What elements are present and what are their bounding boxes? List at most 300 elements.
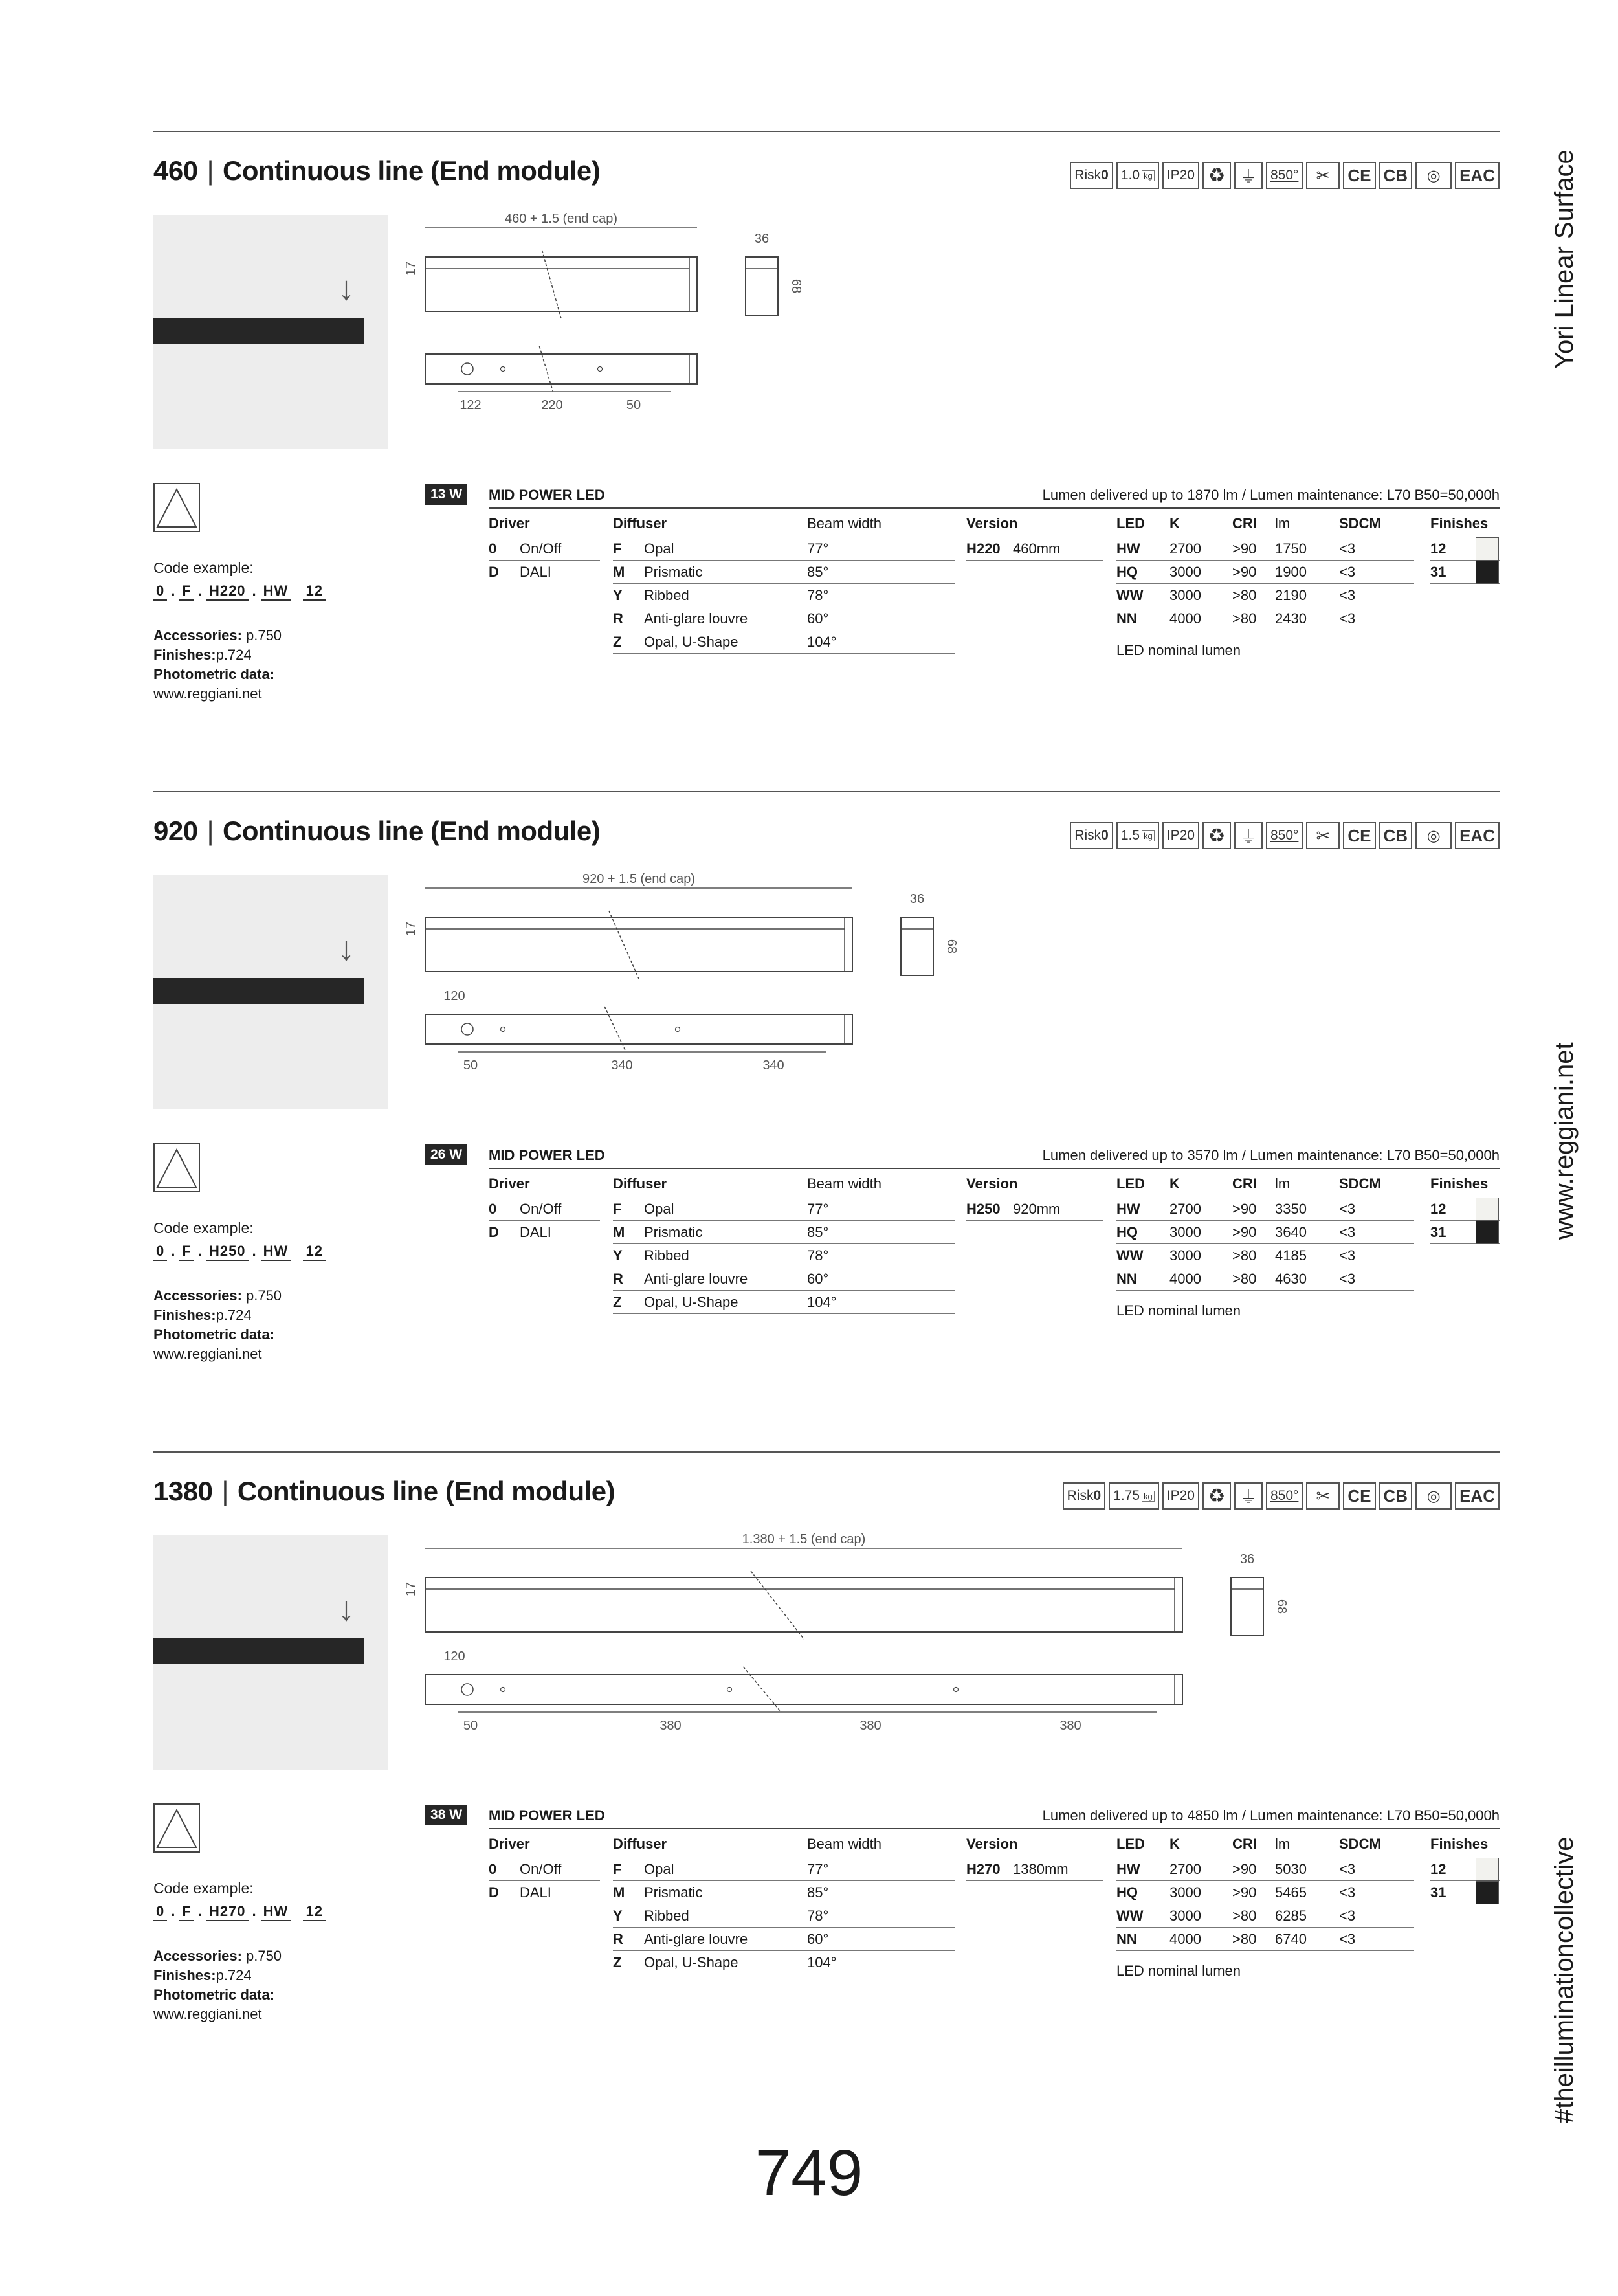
dimension-bottom-0: 50	[463, 1058, 478, 1073]
diffuser-row	[613, 584, 955, 607]
dimension-width: 36	[909, 892, 925, 906]
diffuser-code: M	[613, 1884, 625, 1900]
section-title	[153, 155, 600, 186]
dimension-end-offset: 120	[443, 989, 465, 1003]
driver-code: D	[489, 1224, 499, 1240]
installation-triangle-icon	[153, 1143, 200, 1192]
version-row	[966, 1858, 1103, 1881]
title-separator: |	[221, 1476, 228, 1506]
led-k: 4000	[1169, 1271, 1201, 1287]
finishes-page: p.724	[216, 647, 252, 663]
driver-row	[489, 537, 600, 561]
led-cri: >90	[1232, 1224, 1257, 1240]
column-header-finishes: Finishes	[1430, 1176, 1489, 1192]
spec-table	[425, 1144, 1500, 1339]
led-lm: 1900	[1275, 564, 1307, 580]
led-type: MID POWER LED	[489, 1147, 605, 1163]
diffuser-row	[613, 1291, 955, 1314]
led-cri: >80	[1232, 1247, 1257, 1264]
risk-label: Risk	[1074, 828, 1102, 843]
beam-width: 77°	[807, 541, 829, 557]
diffuser-code: R	[613, 1271, 623, 1287]
weight-badge	[1109, 1482, 1159, 1510]
weight-icon: kg	[1142, 830, 1155, 841]
spec-table	[425, 484, 1500, 678]
driver-row	[489, 561, 600, 584]
version-code: H270	[966, 1861, 1001, 1877]
driver-name: On/Off	[520, 1201, 562, 1217]
driver-row	[489, 1881, 600, 1904]
led-lm: 3640	[1275, 1224, 1307, 1240]
column-header-sdcm: SDCM	[1339, 515, 1381, 531]
diffuser-name: Prismatic	[644, 1224, 703, 1240]
side-view-body	[425, 1577, 1182, 1632]
led-k: 2700	[1169, 1201, 1201, 1217]
accessories-label: Accessories:	[153, 1287, 242, 1304]
led-lm: 5465	[1275, 1884, 1307, 1900]
break-line-top	[539, 346, 553, 392]
led-code: HQ	[1116, 1224, 1138, 1240]
version-code: H220	[966, 541, 1001, 557]
diffuser-code: M	[613, 1224, 625, 1240]
weight-value: 1.75	[1113, 1488, 1140, 1503]
code-part: 12	[303, 583, 325, 601]
led-lm: 2190	[1275, 587, 1307, 603]
beam-width: 104°	[807, 1294, 837, 1310]
finishes-label: Finishes:	[153, 1307, 216, 1323]
website-link[interactable]: www.reggiani.net	[153, 2006, 262, 2022]
led-type: MID POWER LED	[489, 1807, 605, 1823]
finish-swatch	[1476, 1221, 1499, 1244]
recycle-icon: ♻	[1202, 822, 1231, 849]
cable-entry-icon	[461, 1684, 473, 1695]
diffuser-row	[613, 1904, 955, 1928]
led-k: 2700	[1169, 541, 1201, 557]
code-part: H250	[206, 1243, 249, 1261]
technical-drawing	[404, 208, 1228, 422]
beam-width: 85°	[807, 564, 829, 580]
finishes-label: Finishes:	[153, 647, 216, 663]
column-header-sdcm: SDCM	[1339, 1836, 1381, 1852]
risk-badge	[1063, 1482, 1106, 1510]
risk-value: 0	[1101, 828, 1109, 843]
column-header-diffuser: Diffuser	[613, 1836, 667, 1852]
diffuser-row	[613, 1221, 955, 1244]
led-code: NN	[1116, 1271, 1137, 1287]
led-code: WW	[1116, 1908, 1144, 1924]
finish-code: 31	[1430, 1224, 1446, 1240]
led-sdcm: <3	[1339, 1271, 1356, 1287]
led-code: HW	[1116, 1201, 1140, 1217]
column-header-sdcm: SDCM	[1339, 1176, 1381, 1192]
diffuser-row	[613, 1198, 955, 1221]
dimension-bottom-2: 380	[859, 1719, 881, 1733]
cb-mark: CB	[1379, 1482, 1413, 1510]
finish-swatch	[1476, 1858, 1499, 1881]
diffuser-code: Y	[613, 587, 623, 603]
dimension-height: 68	[789, 278, 803, 294]
led-row	[1116, 1881, 1414, 1904]
driver-code: D	[489, 564, 499, 580]
diffuser-row	[613, 1267, 955, 1291]
fixing-hole	[727, 1688, 732, 1692]
led-k: 4000	[1169, 1931, 1201, 1947]
beam-width: 78°	[807, 1908, 829, 1924]
cb-mark: CB	[1379, 822, 1413, 849]
diffuser-code: F	[613, 541, 622, 557]
dimension-bottom-1: 380	[659, 1719, 682, 1733]
risk-badge	[1070, 162, 1113, 189]
fixing-hole	[501, 1027, 505, 1032]
led-lm: 6740	[1275, 1931, 1307, 1947]
beam-width: 78°	[807, 1247, 829, 1264]
cable-entry-icon	[461, 363, 473, 375]
side-label-top: Yori Linear Surface	[1550, 150, 1579, 369]
eac-mark: EAC	[1455, 162, 1500, 189]
earth-ground-icon: ⏚	[1234, 822, 1263, 849]
led-lm: 6285	[1275, 1908, 1307, 1924]
led-code: NN	[1116, 1931, 1137, 1947]
driver-name: On/Off	[520, 541, 562, 557]
beam-width: 104°	[807, 1954, 837, 1970]
eac-mark: EAC	[1455, 1482, 1500, 1510]
column-header-driver: Driver	[489, 1836, 530, 1852]
top-view-body	[425, 354, 697, 384]
ip-badge: IP20	[1162, 162, 1199, 189]
led-sdcm: <3	[1339, 564, 1356, 580]
risk-label: Risk	[1074, 168, 1102, 183]
finish-code: 31	[1430, 564, 1446, 580]
column-header-led: LED	[1116, 1176, 1145, 1192]
led-k: 3000	[1169, 1908, 1201, 1924]
column-header-driver: Driver	[489, 1176, 530, 1192]
led-code: HW	[1116, 1861, 1140, 1877]
dimension-bottom-1: 340	[611, 1058, 633, 1073]
finish-swatch	[1476, 537, 1499, 561]
finish-row[interactable]	[1430, 1881, 1500, 1904]
break-line	[751, 1571, 804, 1639]
diffuser-row	[613, 1928, 955, 1951]
column-header-cri: CRI	[1232, 515, 1257, 531]
ce-mark: CE	[1343, 1482, 1375, 1510]
led-cri: >90	[1232, 1884, 1257, 1900]
code-dot: .	[171, 1243, 176, 1259]
beam-width: 78°	[807, 587, 829, 603]
lumen-info: Lumen delivered up to 3570 lm / Lumen maintenance: L70 B50=50,000h	[1042, 1147, 1500, 1163]
break-line-top	[743, 1667, 781, 1712]
photometric-label: Photometric data:	[153, 666, 275, 682]
diffuser-code: Y	[613, 1908, 623, 1924]
luminaire-bar	[153, 1638, 364, 1664]
version-length: 920mm	[1013, 1201, 1061, 1217]
diffuser-code: R	[613, 1931, 623, 1947]
accessories-line	[153, 1286, 282, 1306]
diffuser-code: Z	[613, 1954, 622, 1970]
led-k: 3000	[1169, 564, 1201, 580]
code-part: 12	[303, 1903, 325, 1921]
arrow-down-icon: ↓	[338, 1590, 355, 1628]
led-k: 3000	[1169, 1247, 1201, 1264]
diffuser-name: Ribbed	[644, 1908, 689, 1924]
led-row	[1116, 584, 1414, 607]
section-divider	[153, 1451, 1500, 1453]
section-title	[153, 816, 600, 847]
led-cri: >80	[1232, 587, 1257, 603]
finish-swatch	[1476, 1198, 1499, 1221]
dimension-length: 460 + 1.5 (end cap)	[504, 212, 618, 226]
fixing-hole	[954, 1688, 959, 1692]
product-section-1380	[153, 1451, 1500, 2034]
led-row	[1116, 1198, 1414, 1221]
diffuser-code: Y	[613, 1247, 623, 1264]
beam-width: 77°	[807, 1861, 829, 1877]
driver-row	[489, 1858, 600, 1881]
version-row	[966, 1198, 1103, 1221]
arrow-down-icon: ↓	[338, 930, 355, 968]
code-part: 0	[153, 1903, 167, 1921]
beam-width: 85°	[807, 1884, 829, 1900]
led-sdcm: <3	[1339, 1884, 1356, 1900]
led-code: WW	[1116, 1247, 1144, 1264]
code-part: HW	[261, 1243, 291, 1261]
led-sdcm: <3	[1339, 587, 1356, 603]
installation-triangle-icon	[153, 483, 200, 532]
break-line	[609, 911, 639, 979]
code-gap	[294, 1243, 299, 1259]
finish-code: 31	[1430, 1884, 1446, 1900]
side-view-body	[425, 917, 852, 972]
weight-icon: kg	[1142, 170, 1155, 181]
ccc-mark-icon: ◎	[1415, 162, 1452, 189]
weight-badge	[1116, 822, 1159, 849]
driver-code: 0	[489, 1201, 497, 1217]
driver-name: DALI	[520, 564, 551, 580]
column-header-finishes: Finishes	[1430, 515, 1489, 531]
finish-code: 12	[1430, 1201, 1446, 1217]
code-part: HW	[261, 1903, 291, 1921]
code-part: F	[179, 1903, 194, 1921]
diffuser-code: Z	[613, 634, 622, 650]
diffuser-name: Opal, U-Shape	[644, 1294, 738, 1310]
led-row	[1116, 607, 1414, 630]
diffuser-row	[613, 1858, 955, 1881]
dimension-height: 68	[1274, 1599, 1289, 1614]
led-row	[1116, 1904, 1414, 1928]
weight-value: 1.0	[1120, 168, 1140, 183]
column-header-finishes: Finishes	[1430, 1836, 1489, 1852]
installation-triangle-icon	[153, 1803, 200, 1853]
spec-header-rule	[489, 1828, 1500, 1829]
risk-value: 0	[1093, 1488, 1102, 1503]
code-part: HW	[261, 583, 291, 601]
accessories-info	[153, 626, 282, 704]
luminaire-bar	[153, 978, 364, 1004]
risk-value: 0	[1101, 168, 1109, 183]
fixing-hole	[501, 1688, 505, 1692]
dimension-bottom-0: 50	[463, 1719, 478, 1733]
diffuser-name: Opal, U-Shape	[644, 634, 738, 650]
ce-mark: CE	[1343, 162, 1375, 189]
dimension-bottom-2: 340	[762, 1058, 784, 1073]
finishes-line	[153, 1966, 282, 1985]
led-row	[1116, 561, 1414, 584]
driver-code: 0	[489, 541, 497, 557]
beam-width: 85°	[807, 1224, 829, 1240]
dimension-width: 36	[1239, 1552, 1255, 1566]
spec-header-rule	[489, 507, 1500, 509]
diffuser-name: Anti-glare louvre	[644, 1931, 748, 1947]
beam-width: 60°	[807, 1271, 829, 1287]
column-header-beam: Beam width	[807, 1836, 881, 1852]
no-insulation-icon: ✂	[1306, 822, 1340, 849]
column-header-beam: Beam width	[807, 515, 881, 531]
section-divider	[153, 131, 1500, 132]
no-insulation-icon: ✂	[1306, 1482, 1340, 1510]
led-k: 4000	[1169, 610, 1201, 627]
code-dot: .	[171, 1903, 176, 1919]
version-length: 1380mm	[1013, 1861, 1069, 1877]
lumen-info: Lumen delivered up to 4850 lm / Lumen maintenance: L70 B50=50,000h	[1042, 1807, 1500, 1823]
lumen-info: Lumen delivered up to 1870 lm / Lumen maintenance: L70 B50=50,000h	[1042, 487, 1500, 503]
column-header-diffuser: Diffuser	[613, 1176, 667, 1192]
product-name: Continuous line (End module)	[223, 816, 601, 846]
wattage-badge: 38 W	[425, 1805, 467, 1825]
earth-ground-icon: ⏚	[1234, 162, 1263, 189]
product-photo	[153, 215, 388, 449]
title-separator: |	[206, 816, 214, 846]
accessories-line	[153, 626, 282, 645]
fixing-hole	[501, 367, 505, 372]
diffuser-name: Opal, U-Shape	[644, 1954, 738, 1970]
driver-code: 0	[489, 1861, 497, 1877]
diffuser-code: M	[613, 564, 625, 580]
column-header-diffuser: Diffuser	[613, 515, 667, 531]
diffuser-row	[613, 630, 955, 654]
diffuser-row	[613, 607, 955, 630]
finish-swatch	[1476, 1881, 1499, 1904]
side-label-hashtag: #theilluminationcollective	[1550, 1836, 1579, 2123]
led-cri: >90	[1232, 541, 1257, 557]
finish-row[interactable]	[1430, 561, 1500, 584]
code-part: 0	[153, 583, 167, 601]
led-k: 3000	[1169, 1224, 1201, 1240]
column-header-k: K	[1169, 1836, 1180, 1852]
diffuser-row	[613, 1244, 955, 1267]
accessories-page: p.750	[245, 1948, 282, 1964]
break-line-top	[604, 1007, 626, 1052]
cb-mark: CB	[1379, 162, 1413, 189]
certification-badges	[1070, 162, 1500, 189]
dimension-height-small: 17	[404, 1581, 418, 1597]
column-header-lm: lm	[1275, 515, 1291, 531]
finish-swatch	[1476, 561, 1499, 584]
led-code: HQ	[1116, 1884, 1138, 1900]
code-example	[153, 1903, 326, 1921]
led-sdcm: <3	[1339, 1247, 1356, 1264]
section-view	[1231, 1577, 1263, 1636]
beam-width: 77°	[807, 1201, 829, 1217]
led-lm: 1750	[1275, 541, 1307, 557]
earth-ground-icon: ⏚	[1234, 1482, 1263, 1510]
led-k: 3000	[1169, 1884, 1201, 1900]
column-header-driver: Driver	[489, 515, 530, 531]
diffuser-name: Opal	[644, 1861, 674, 1877]
glow-wire-badge: 850°	[1266, 162, 1303, 189]
led-lm: 2430	[1275, 610, 1307, 627]
version-row	[966, 537, 1103, 561]
accessories-info	[153, 1286, 282, 1364]
accessories-label: Accessories:	[153, 1948, 242, 1964]
code-part: H270	[206, 1903, 249, 1921]
recycle-icon: ♻	[1202, 1482, 1231, 1510]
finishes-page: p.724	[216, 1307, 252, 1323]
led-cri: >90	[1232, 1861, 1257, 1877]
website-link[interactable]: www.reggiani.net	[153, 685, 262, 702]
led-sdcm: <3	[1339, 1861, 1356, 1877]
column-header-version: Version	[966, 1836, 1018, 1852]
side-label-web: www.reggiani.net	[1550, 1042, 1579, 1240]
column-header-cri: CRI	[1232, 1836, 1257, 1852]
risk-badge	[1070, 822, 1113, 849]
photometric-label: Photometric data:	[153, 1326, 275, 1343]
led-row	[1116, 537, 1414, 561]
dimension-height: 68	[944, 939, 959, 954]
code-dot: .	[252, 583, 257, 599]
dimension-bottom-0: 122	[460, 398, 482, 412]
product-section-460	[153, 131, 1500, 713]
led-sdcm: <3	[1339, 1201, 1356, 1217]
spec-header-rule	[489, 1168, 1500, 1169]
code-part: H220	[206, 583, 249, 601]
no-insulation-icon: ✂	[1306, 162, 1340, 189]
finish-row[interactable]	[1430, 1198, 1500, 1221]
diffuser-name: Ribbed	[644, 587, 689, 603]
diffuser-name: Ribbed	[644, 1247, 689, 1264]
diffuser-code: F	[613, 1201, 622, 1217]
led-type: MID POWER LED	[489, 487, 605, 503]
led-row	[1116, 1267, 1414, 1291]
product-section-920	[153, 791, 1500, 1374]
led-nominal-note: LED nominal lumen	[1116, 642, 1241, 658]
finishes-line	[153, 1306, 282, 1325]
driver-name: On/Off	[520, 1861, 562, 1877]
code-part: 0	[153, 1243, 167, 1261]
led-code: HW	[1116, 541, 1140, 557]
led-lm: 5030	[1275, 1861, 1307, 1877]
code-part: F	[179, 1243, 194, 1261]
column-header-beam: Beam width	[807, 1176, 881, 1192]
accessories-line	[153, 1946, 282, 1966]
product-size: 920	[153, 816, 198, 846]
code-dot: .	[197, 1243, 203, 1259]
column-header-led: LED	[1116, 515, 1145, 531]
finish-row[interactable]	[1430, 537, 1500, 561]
dimension-bottom-2: 50	[626, 398, 641, 412]
top-view-body	[425, 1014, 852, 1044]
wattage-badge: 13 W	[425, 484, 467, 505]
ip-badge: IP20	[1162, 822, 1199, 849]
website-link[interactable]: www.reggiani.net	[153, 1346, 262, 1362]
led-code: NN	[1116, 610, 1137, 627]
code-example-label: Code example:	[153, 559, 254, 576]
finish-code: 12	[1430, 541, 1446, 557]
finish-row[interactable]	[1430, 1858, 1500, 1881]
code-gap	[294, 1903, 299, 1919]
section-divider	[153, 791, 1500, 792]
finish-row[interactable]	[1430, 1221, 1500, 1244]
led-cri: >80	[1232, 610, 1257, 627]
led-cri: >90	[1232, 1201, 1257, 1217]
